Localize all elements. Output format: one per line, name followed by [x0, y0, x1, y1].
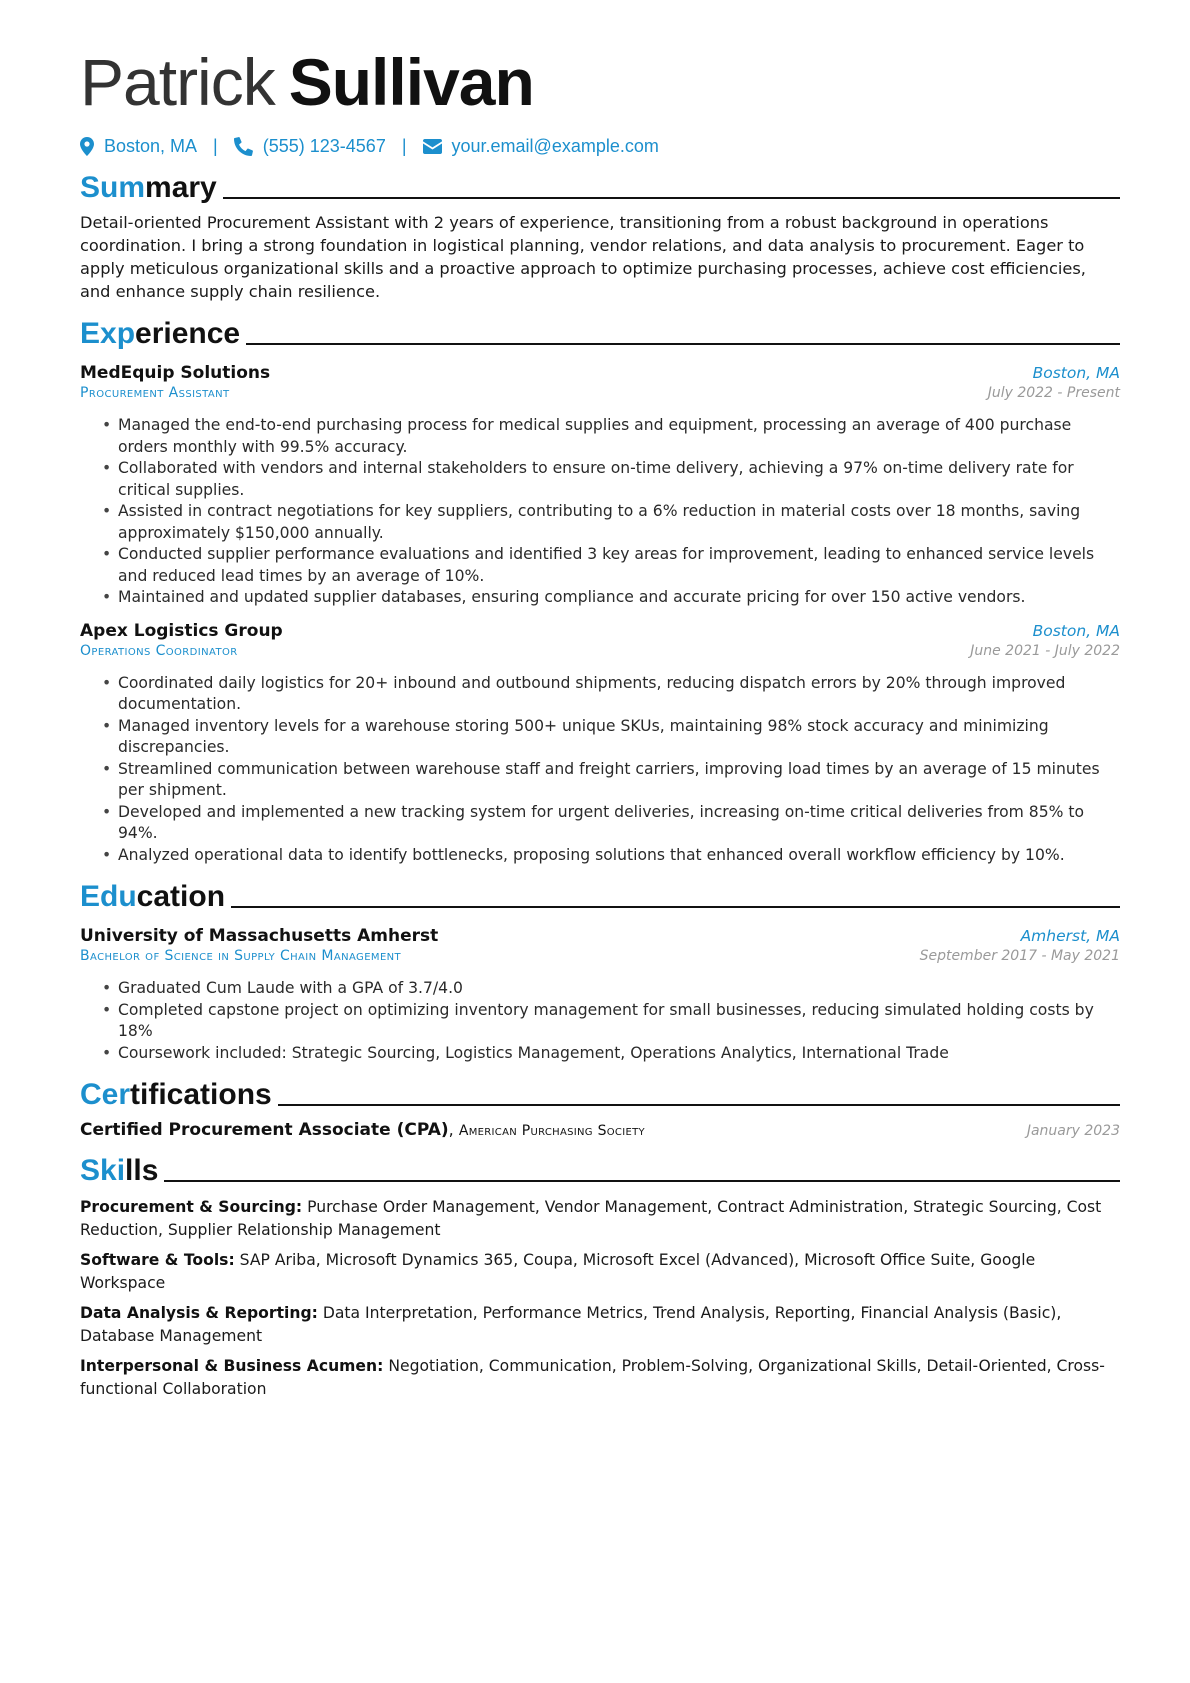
section-rule — [278, 1104, 1120, 1106]
list-item: • Coursework included: Strategic Sourcing, Logistics Management, Operations Analytics, International Trade — [118, 1043, 1120, 1065]
job-dates: June 2021 - July 2022 — [970, 642, 1120, 659]
job-location: Boston, MA — [1032, 621, 1120, 640]
skill-group — [80, 1302, 1120, 1347]
certification-entry — [80, 1120, 1120, 1140]
contact-email[interactable] — [423, 136, 659, 157]
certifications-heading — [80, 1078, 1120, 1112]
section-title — [80, 317, 240, 351]
skill-list: Purchase Order Management, Vendor Management, Contract Administration, Strategic Sourcing, Cost Reduction, Supplier Relationship Management — [80, 1198, 1102, 1239]
skill-category: Data Analysis & Reporting: — [80, 1304, 318, 1322]
map-pin-icon — [80, 137, 94, 156]
certification-name: Certified Procurement Associate (CPA) — [80, 1120, 449, 1140]
education-heading — [80, 880, 1120, 914]
job-location: Boston, MA — [1032, 364, 1120, 382]
email-link[interactable]: your.email@example.com — [451, 136, 659, 156]
summary-heading — [80, 171, 1120, 205]
job-bullets — [80, 415, 1120, 609]
skill-group — [80, 1196, 1120, 1241]
phone-icon — [234, 137, 253, 156]
list-item: • Developed and implemented a new tracking system for urgent deliveries, increasing on-time critical deliveries from 85% to 94%. — [118, 802, 1120, 845]
section-rule — [231, 906, 1120, 908]
contact-separator: | — [401, 136, 407, 156]
skill-category: Interpersonal & Business Acumen: — [80, 1357, 384, 1375]
list-item: • Assisted in contract negotiations for key suppliers, contributing to a 6% reduction in material costs over 18 months, saving approximately $150,000 annually. — [118, 501, 1120, 544]
envelope-icon — [423, 139, 442, 154]
contact-phone[interactable] — [234, 136, 386, 157]
contact-bar — [80, 136, 1120, 157]
skill-category: Software & Tools: — [80, 1251, 235, 1269]
title-rest: lls — [125, 1154, 159, 1187]
company-name: Apex Logistics Group — [80, 620, 283, 641]
summary-text: Detail-oriented Procurement Assistant with 2 years of experience, transitioning from a robust background in operations coordination. I bring a strong foundation in logistical planning, vendor relations, and data analysis to procurement. Eager to apply meticulous organizational skills and a proactive approach to optimize purchasing processes, achieve cost efficiencies, and enhance supply chain resilience. — [80, 213, 1086, 301]
experience-heading — [80, 317, 1120, 351]
section-rule — [164, 1180, 1120, 1182]
skill-category: Procurement & Sourcing: — [80, 1198, 303, 1216]
candidate-name — [80, 44, 1120, 120]
job-bullets — [80, 673, 1120, 867]
section-title — [80, 1078, 272, 1112]
list-item: • Collaborated with vendors and internal stakeholders to ensure on-time delivery, achieving a 97% on-time delivery rate for critical supplies. — [118, 458, 1120, 501]
location-text: Boston, MA — [104, 136, 198, 156]
phone-text[interactable]: (555) 123-4567 — [262, 136, 386, 156]
education-dates: September 2017 - May 2021 — [919, 948, 1120, 964]
title-accent: Cer — [80, 1078, 131, 1111]
contact-location — [80, 136, 197, 157]
list-item: • Analyzed operational data to identify bottlenecks, proposing solutions that enhanced overall workflow efficiency by 10%. — [118, 845, 1120, 867]
section-title — [80, 171, 217, 205]
first-name: Patrick — [80, 45, 275, 119]
title-accent: Sum — [80, 171, 146, 204]
title-rest: erience — [135, 317, 241, 350]
section-title — [80, 880, 225, 914]
job-title: Operations Coordinator — [80, 642, 238, 659]
skills-heading — [80, 1154, 1120, 1188]
certification-comma: , — [448, 1120, 454, 1139]
list-item: • Graduated Cum Laude with a GPA of 3.7/4.0 — [118, 978, 1120, 1000]
section-rule — [223, 197, 1120, 199]
contact-separator: | — [213, 136, 218, 156]
list-item: • Managed the end-to-end purchasing process for medical supplies and equipment, processing an average of 400 purchase orders monthly with 99.5% accuracy. — [118, 415, 1120, 458]
section-rule — [246, 343, 1120, 345]
list-item: • Streamlined communication between warehouse staff and freight carriers, improving load times by an average of 15 minutes per shipment. — [118, 759, 1120, 802]
title-rest: tifications — [130, 1078, 272, 1111]
school-location: Amherst, MA — [1020, 927, 1120, 945]
skill-group — [80, 1355, 1120, 1400]
certification-date: January 2023 — [1026, 1123, 1120, 1139]
school-name: University of Massachusetts Amherst — [80, 926, 439, 946]
certification-issuer: American Purchasing Society — [458, 1123, 645, 1139]
section-title — [80, 1154, 158, 1188]
skill-list: Negotiation, Communication, Problem-Solving, Organizational Skills, Detail-Oriented, Cross-functional Collaboration — [80, 1357, 1105, 1398]
list-item: • Completed capstone project on optimizing inventory management for small businesses, reducing simulated holding costs by 18% — [118, 1000, 1120, 1043]
title-accent: Edu — [80, 880, 137, 913]
title-rest: cation — [136, 880, 226, 913]
list-item: • Maintained and updated supplier databases, ensuring compliance and accurate pricing for over 150 active vendors. — [118, 587, 1120, 609]
skill-list: Data Interpretation, Performance Metrics, Trend Analysis, Reporting, Financial Analysis (Basic), Database Management — [80, 1304, 1062, 1345]
skill-list: SAP Ariba, Microsoft Dynamics 365, Coupa, Microsoft Excel (Advanced), Microsoft Office Suite, Google Workspace — [80, 1251, 1036, 1292]
education-bullets — [80, 978, 1120, 1064]
title-rest: mary — [145, 171, 217, 204]
job-dates: July 2022 - Present — [987, 385, 1120, 401]
skill-group — [80, 1249, 1120, 1294]
degree: Bachelor of Science in Supply Chain Management — [80, 948, 402, 964]
job-title: Procurement Assistant — [80, 385, 230, 401]
list-item: • Managed inventory levels for a warehouse storing 500+ unique SKUs, maintaining 98% stock accuracy and minimizing discrepancies. — [118, 716, 1120, 759]
job-entry — [80, 363, 1120, 609]
job-entry — [80, 621, 1120, 867]
title-accent: Exp — [80, 317, 136, 350]
last-name: Sullivan — [288, 45, 534, 119]
company-name: MedEquip Solutions — [80, 363, 271, 383]
list-item: • Conducted supplier performance evaluations and identified 3 key areas for improvement, leading to enhanced service levels and reduced lead times by an average of 10%. — [118, 544, 1120, 587]
title-accent: Ski — [80, 1154, 126, 1187]
education-entry — [80, 926, 1120, 1064]
list-item: • Coordinated daily logistics for 20+ inbound and outbound shipments, reducing dispatch errors by 20% through improved documentation. — [118, 673, 1120, 716]
